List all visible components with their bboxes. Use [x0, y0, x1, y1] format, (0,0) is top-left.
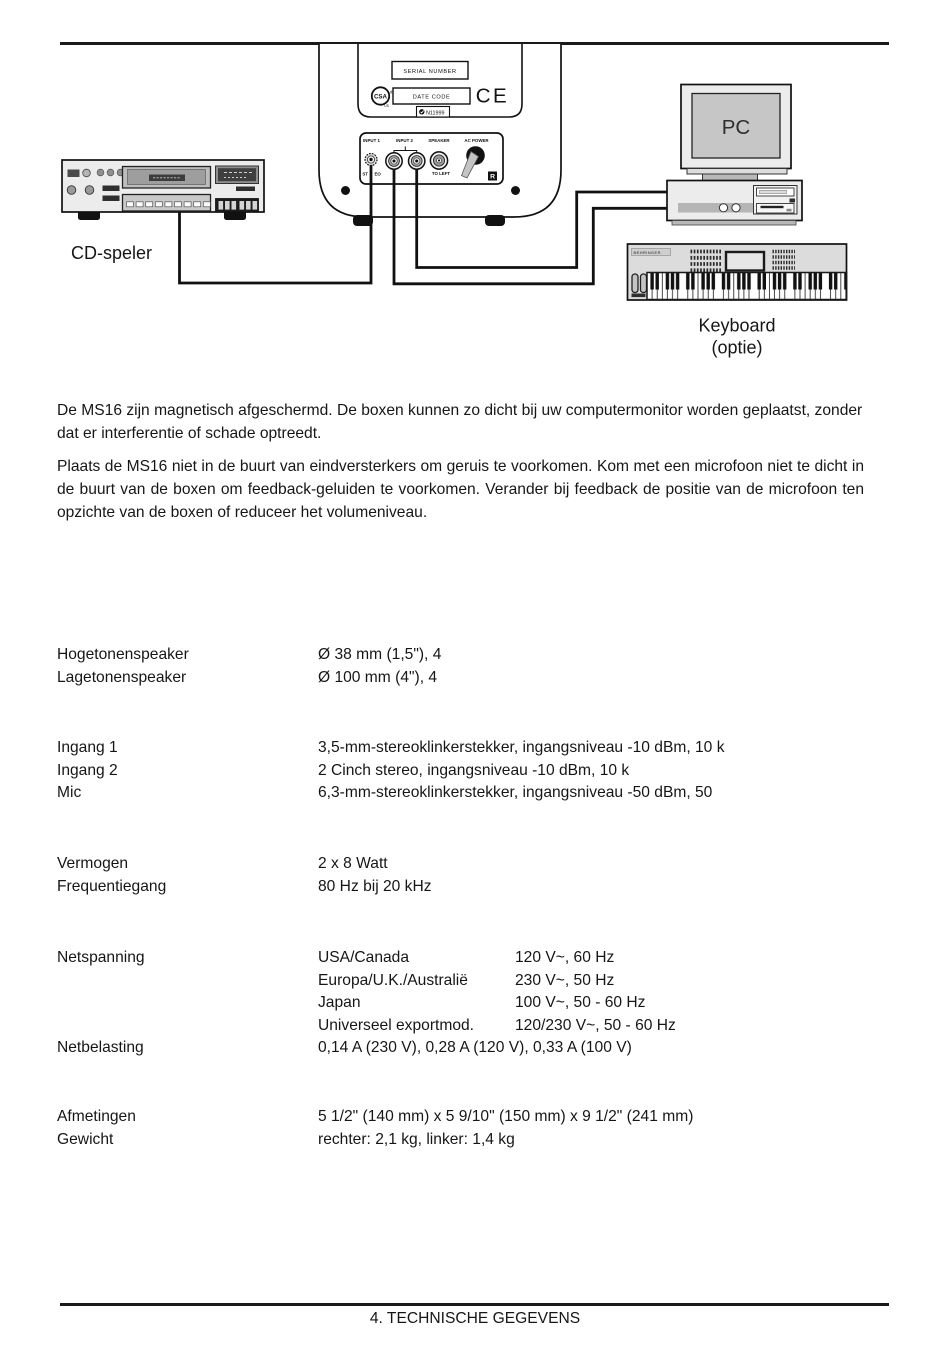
- pitch-wheel: [632, 274, 638, 293]
- cd-right-buttons: [216, 199, 259, 213]
- spec-value: Ø 38 mm (1,5"), 4: [318, 646, 442, 663]
- spec-value: 6,3-mm-stereoklinkerstekker, ingangsniveau -50 dBm, 50: [318, 784, 713, 801]
- spec-label: Netspanning: [57, 949, 145, 966]
- spec-row: [57, 784, 890, 807]
- spec-value2: 100 V~, 50 - 60 Hz: [515, 994, 646, 1011]
- piano-keys: [647, 273, 847, 300]
- svg-text:R: R: [490, 173, 496, 181]
- date-code-label: DATE CODE: [412, 94, 451, 101]
- spec-row: [57, 1039, 890, 1062]
- spec-value2: 120 V~, 60 Hz: [515, 949, 615, 966]
- ce-mark-icon: CE: [475, 84, 510, 108]
- spec-row: [57, 949, 890, 972]
- cd-display: [216, 166, 259, 184]
- mod-wheel: [641, 274, 647, 293]
- spec-value: 2 Cinch stereo, ingangsniveau -10 dBm, 10 k: [318, 761, 630, 779]
- keyboard-brand-label: BEHRINGER: [633, 249, 661, 255]
- input2-rca-jack-right: [409, 153, 425, 169]
- spec-value: 2 x 8 Watt: [318, 855, 388, 872]
- pc-monitor-neck: [703, 174, 758, 181]
- keyboard-display: [726, 252, 764, 271]
- spec-label: Hogetonenspeaker: [57, 646, 189, 663]
- speaker-rear-view: [319, 44, 561, 226]
- spec-value: Universeel exportmod.: [318, 1016, 475, 1034]
- spec-value: rechter: 2,1 kg, linker: 1,4 kg: [318, 1130, 515, 1148]
- spec-section-inputs: [57, 739, 890, 807]
- pc: [667, 85, 802, 226]
- approval-code: N11999: [426, 110, 445, 117]
- keyboard-label: Keyboard: [698, 315, 776, 336]
- spec-row: [57, 994, 890, 1017]
- spec-label: Frequentiegang: [57, 877, 167, 895]
- pc-drive-bays: [754, 186, 798, 215]
- input2-rca-jack-left: [386, 153, 402, 169]
- spec-value2: 230 V~, 50 Hz: [515, 971, 615, 989]
- spec-row: [57, 669, 890, 692]
- spec-section-drivers: [57, 646, 890, 691]
- spec-value2: 120/230 V~, 50 - 60 Hz: [515, 1016, 676, 1034]
- spec-value: Europa/U.K./Australië: [318, 971, 468, 989]
- input1-label: INPUT 1: [363, 138, 380, 143]
- screw-right: [511, 186, 520, 195]
- svg-text:CSA: CSA: [373, 93, 388, 101]
- right-speaker-badge: [488, 172, 497, 181]
- spec-row: [57, 855, 890, 878]
- footer-rule: [60, 1303, 889, 1306]
- spec-row: [57, 878, 890, 901]
- spec-label: Ingang 1: [57, 739, 118, 756]
- spec-value: USA/Canada: [318, 949, 410, 966]
- pc-base: [672, 221, 796, 226]
- spec-row: [57, 762, 890, 785]
- spec-row: [57, 739, 890, 762]
- spec-row: [57, 646, 890, 669]
- spec-label: Lagetonenspeaker: [57, 668, 187, 686]
- spec-row: [57, 972, 890, 995]
- svg-text:®: ®: [389, 90, 394, 95]
- spec-label: Afmetingen: [57, 1108, 136, 1125]
- ac-power-label: AC POWER: [464, 138, 489, 143]
- spec-row: [57, 1108, 890, 1131]
- screw-left: [341, 186, 350, 195]
- body-paragraph-feedback: Plaats de MS16 niet in de buurt van eindversterkers om geruis te voorkomen. Kom met een microfoon niet te dicht in de buurt van de boxen om feedback-geluiden te voorkomen. Verander bij feedback de positie van de microfoon ten opzichte van de boxen of reduceer het volumeniveau.: [57, 458, 864, 521]
- spec-section-mains: [57, 949, 890, 1062]
- stereo-label-right: EO: [374, 171, 381, 177]
- spec-label: Ingang 2: [57, 761, 118, 779]
- spec-value: Japan: [318, 994, 361, 1011]
- spec-section-dimensions: [57, 1108, 890, 1153]
- spec-row: [57, 1017, 890, 1040]
- cd-player-label: CD-speler: [71, 243, 153, 263]
- cd-disc-tray: [123, 167, 211, 189]
- stereo-label-left: ST: [362, 171, 368, 177]
- spec-label: Gewicht: [57, 1130, 114, 1148]
- spec-row: [57, 1131, 890, 1154]
- hookup-diagram: [0, 0, 950, 380]
- to-left-label: TO LEFT: [431, 171, 451, 176]
- keyboard-note-label: (optie): [711, 337, 763, 358]
- spec-value: 5 1/2" (140 mm) x 5 9/10" (150 mm) x 9 1/2" (241 mm): [318, 1108, 694, 1125]
- input1-minijack: [365, 154, 377, 166]
- spec-value: 80 Hz bij 20 kHz: [318, 877, 432, 895]
- svg-text:US: US: [384, 104, 389, 108]
- pc-label: PC: [721, 116, 751, 139]
- input2-label: INPUT 2: [396, 138, 413, 143]
- speaker-output-jack: [430, 152, 447, 169]
- approval-code-box: [417, 107, 450, 118]
- spec-value: Ø 100 mm (4"), 4: [318, 668, 438, 686]
- speaker-foot-right: [485, 215, 505, 226]
- speaker-jack-label: SPEAKER: [428, 138, 450, 143]
- c-tick-icon: [419, 109, 424, 114]
- spec-label: Mic: [57, 784, 82, 801]
- body-paragraph-shielding: De MS16 zijn magnetisch afgeschermd. De boxen kunnen zo dicht bij uw computermonitor worden geplaatst, zonder dat er interferentie of schade optreedt.: [57, 402, 863, 442]
- spec-section-power: [57, 855, 890, 900]
- footer-section-title: 4. TECHNISCHE GEGEVENS: [369, 1310, 581, 1327]
- midi-keyboard: [628, 244, 847, 300]
- spec-value: 0,14 A (230 V), 0,28 A (120 V), 0,33 A (100 V): [318, 1039, 632, 1056]
- spec-label: Vermogen: [57, 855, 129, 872]
- pc-monitor-stand: [687, 169, 787, 175]
- cd-button-row: [123, 195, 211, 212]
- spec-label: Netbelasting: [57, 1039, 144, 1056]
- cd-player: [62, 160, 264, 220]
- spec-value: 3,5-mm-stereoklinkerstekker, ingangsniveau -10 dBm, 10 k: [318, 739, 725, 756]
- serial-number-label: SERIAL NUMBER: [403, 68, 457, 75]
